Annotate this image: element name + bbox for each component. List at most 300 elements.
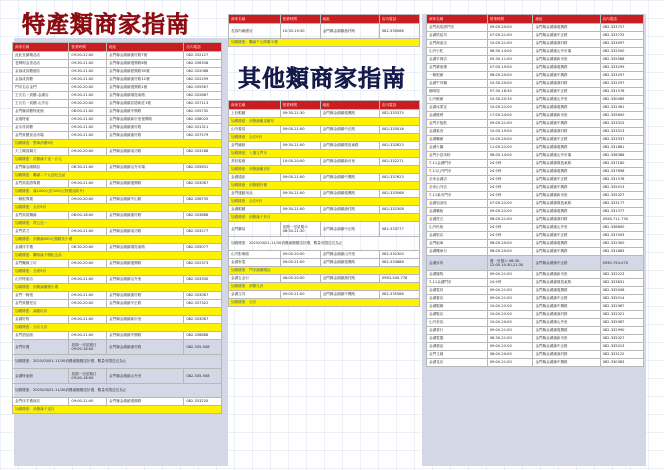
business-hours: 09:00-21:00: [487, 120, 533, 128]
store-address: 金門縣金湖鎮復興路: [533, 64, 600, 72]
store-row: [427, 256, 644, 271]
business-hours: 09:30-21:30: [280, 110, 320, 118]
business-hours: 09:00-21:00: [69, 124, 107, 132]
store-name: 7-11金湖門市: [427, 279, 488, 287]
business-hours: 09:00-21:00: [69, 292, 107, 300]
store-name: 金湖冰果室: [427, 104, 488, 112]
store-row: [13, 164, 222, 172]
store-phone: 082-337322: [184, 300, 222, 308]
store-row: [427, 56, 644, 64]
business-hours: 08:30-20:00: [69, 244, 107, 252]
promotion-text: 加碼優惠：入選九門市: [229, 150, 420, 158]
promotion-row: [13, 220, 222, 228]
store-address: 金門縣金湖鎮新市里: [107, 316, 184, 324]
business-hours: 06:00-14:00: [487, 152, 533, 160]
store-phone: 082-333757: [600, 24, 643, 32]
store-name: 山外美容: [427, 319, 488, 327]
promotion-row: [13, 355, 222, 369]
store-phone: 082-336388: [600, 152, 643, 160]
store-name: 美好髮廊: [229, 158, 281, 166]
store-name: 金湖洗衣: [427, 216, 488, 224]
store-name: 金門縣貢糖特產館: [13, 108, 69, 116]
store-address: 金門縣金湖鎮新市里: [320, 158, 379, 166]
store-row: [427, 136, 644, 144]
store-name: 金湖花店: [427, 359, 488, 367]
store-name: 金湖藥妝: [427, 208, 488, 216]
promotion-text: 加碼優惠：2025/03/01-11/30消費滿額贈送好禮，數量有限送完為止: [13, 384, 222, 398]
store-address: 金門縣金湖鎮復興路: [107, 260, 184, 268]
store-name: 王氏名一貢糖-金湖店: [13, 92, 69, 100]
store-row: [229, 259, 420, 267]
business-hours: 星期一至星期六 08:30-21:30: [280, 222, 320, 237]
store-row: [229, 190, 420, 198]
business-hours: 09:00-21:00: [69, 92, 107, 100]
store-address: 金門縣金湖鎮新市里復興路: [107, 116, 184, 124]
store-row: [427, 327, 644, 335]
store-phone: 082-335566: [379, 291, 419, 299]
promotion-row: [13, 324, 222, 332]
store-name: 金協成貢糖總店: [13, 68, 69, 76]
table-header-row: [229, 101, 420, 110]
store-address: 金門縣金湖鎮山外市場: [107, 164, 184, 172]
store-phone: 082-331578: [600, 176, 643, 184]
business-hours: 24小時: [487, 184, 533, 192]
promotion-row: [13, 268, 222, 276]
business-hours: 09:30-21:00: [280, 142, 320, 150]
store-row: [13, 52, 222, 60]
store-name: 金門菜刀: [13, 228, 69, 236]
promotion-row: [229, 283, 420, 291]
column-header: 地址: [533, 15, 600, 24]
store-address: 金門縣金湖鎮中興路: [320, 174, 379, 182]
store-phone: 082-332223: [600, 271, 643, 279]
store-address: 金門縣金湖鎮新市里: [533, 335, 600, 343]
store-phone: 082-333725: [600, 32, 643, 40]
store-name: 金門酒品館: [13, 332, 69, 340]
store-phone: 082-333330: [184, 276, 222, 284]
store-name: 老牌阿金香品店: [13, 60, 69, 68]
store-row: [13, 196, 222, 204]
store-phone: 082-331578: [600, 88, 643, 96]
business-hours: 08:00-18:00: [69, 212, 107, 220]
store-address: 金門縣金湖鎮環島東路: [533, 160, 600, 168]
store-row: [229, 126, 420, 134]
store-address: 金門縣金湖鎮中興路: [107, 332, 184, 340]
store-name: 金門藥局: [229, 222, 281, 237]
column-header: 地址: [107, 43, 184, 52]
promotion-row: [229, 39, 420, 47]
store-row: [427, 144, 644, 152]
store-name: 門市名店金門: [13, 84, 69, 92]
promotion-row: [229, 118, 420, 126]
store-phone: 082-332321: [600, 311, 643, 319]
promotion-text: 加碼優惠：消費九折: [229, 283, 420, 291]
business-hours: 09:30-21:00: [69, 60, 107, 68]
store-row: [427, 168, 644, 176]
promotion-row: [13, 140, 222, 148]
store-row: [13, 100, 222, 108]
store-row: [13, 300, 222, 308]
business-hours: 09:00-20:00: [69, 260, 107, 268]
store-name: 金湖旅店: [427, 232, 488, 240]
store-name: 金湖書店: [427, 295, 488, 303]
store-name: 山外民宿: [427, 224, 488, 232]
promotion-row: [229, 267, 420, 275]
store-address: 金門縣金湖鎮環島東路: [533, 200, 600, 208]
store-address: 金門縣金湖鎮山外市場: [533, 152, 600, 160]
promotion-text: 加碼優惠：全店: [229, 299, 420, 307]
promotion-text: 加碼優惠：消費滿額贈小禮: [13, 284, 222, 292]
store-address: 金門縣金湖鎮復興路: [533, 240, 600, 248]
business-hours: 10:00-19:00: [487, 128, 533, 136]
business-hours: 星期一至星期日 09:00-18:00: [69, 340, 107, 355]
store-address: 金門縣金湖鎮武德新莊1號: [107, 100, 184, 108]
column-header: 地址: [320, 101, 379, 110]
business-hours: 09:00-21:00: [280, 291, 320, 299]
business-hours: 08:30-21:00: [487, 335, 533, 343]
store-name: 金門手搖飲: [427, 120, 488, 128]
store-address: 金門縣金湖鎮中正路: [107, 300, 184, 308]
store-phone: 082-333016: [379, 126, 419, 134]
business-hours: 09:00-22:00: [487, 343, 533, 351]
business-hours: 10:00-20:00: [487, 136, 533, 144]
business-hours: 08:00-20:00: [487, 248, 533, 256]
store-row: [427, 176, 644, 184]
store-phone: 082-332308: [379, 206, 419, 214]
promotion-row: [229, 134, 420, 142]
store-row: [427, 64, 644, 72]
promotion-text: 加碼優惠：全面9折: [13, 268, 222, 276]
store-name: 金門高粱酒專賣: [13, 180, 69, 188]
business-hours: 09:00-22:00: [487, 208, 533, 216]
business-hours: 10:30-19:30: [280, 24, 320, 39]
store-name: 金湖烘焙坊: [427, 32, 488, 40]
store-phone: 082-330383: [600, 359, 643, 367]
business-hours: 09:00-21:00: [69, 316, 107, 324]
promotion-text: 加碼優惠：消費滿額折扣: [229, 166, 420, 174]
store-phone: 082-335327: [600, 192, 643, 200]
store-phone: 082-331885: [600, 248, 643, 256]
store-row: [427, 152, 644, 160]
store-row: [13, 316, 222, 324]
store-phone: 082-332990: [600, 327, 643, 335]
store-phone: 082-333097: [600, 40, 643, 48]
store-name: 金門麵線工坊: [13, 260, 69, 268]
store-phone: 082-330085: [600, 96, 643, 104]
business-hours: 09:00-20:00: [69, 148, 107, 156]
store-name: 金門鐘錶: [229, 142, 281, 150]
store-name: 金湖茶行: [427, 327, 488, 335]
store-phone: 082-336888: [184, 332, 222, 340]
promotion-row: [13, 384, 222, 398]
store-name: 上好眼鏡: [229, 110, 281, 118]
specialty-title: 特產類商家指南: [22, 12, 190, 38]
store-phone: 082-332300: [600, 240, 643, 248]
store-phone: 082-335567: [184, 84, 222, 92]
store-row: [427, 112, 644, 120]
store-name: 金湖電器: [427, 335, 488, 343]
store-row: [427, 104, 644, 112]
store-address: 金門縣金湖鎮復興路: [320, 190, 379, 198]
store-name: 金湖機車行: [427, 248, 488, 256]
store-phone: 082-333777: [379, 222, 419, 237]
store-address: 金門縣金湖鎮中興路: [533, 120, 600, 128]
store-row: [13, 369, 222, 384]
store-address: 金門縣金湖鎮中山路: [107, 196, 184, 204]
store-address: 金門縣金湖鎮中正路: [533, 232, 600, 240]
store-phone: 082-335327: [600, 335, 643, 343]
store-phone: 082-332887: [184, 92, 222, 100]
store-phone: 082-332361: [600, 104, 643, 112]
store-row: [427, 96, 644, 104]
store-row: [427, 48, 644, 56]
store-row: [13, 276, 222, 284]
store-phone: 082-332300: [379, 251, 419, 259]
store-address: 金門縣金湖鎮夏興路30號: [107, 68, 184, 76]
store-address: 金門縣金湖鎮中興路: [533, 303, 600, 311]
column-header: 商家名稱: [13, 43, 69, 52]
store-address: 金門縣金湖鎮新市里: [533, 271, 600, 279]
column-header: 店內電話: [379, 15, 419, 24]
store-name: 金門貢糖老店: [13, 300, 69, 308]
business-hours: 08:00-20:00: [280, 275, 320, 283]
business-hours: 07:00-21:00: [487, 32, 533, 40]
store-row: [427, 224, 644, 232]
store-phone: 082-331311: [184, 124, 222, 132]
business-hours: 05:30-11:00: [487, 56, 533, 64]
store-row: [13, 292, 222, 300]
store-phone: 082-332987: [600, 303, 643, 311]
store-phone: 082-333297: [600, 72, 643, 80]
promotion-text: 加碼優惠：消費滿500元贈精美小禮: [13, 236, 222, 244]
store-address: 金門縣金湖鎮復興路: [533, 327, 600, 335]
store-name: 金湖早餐店: [427, 56, 488, 64]
promotion-row: [229, 182, 420, 190]
store-phone: 0930-754-070: [600, 256, 643, 271]
store-name: 山外飯館: [427, 96, 488, 104]
store-phone: 082-337579: [184, 132, 222, 140]
store-row: [229, 158, 420, 166]
store-phone: 082-335077: [184, 244, 222, 252]
store-address: 金門縣金湖鎮山外里: [533, 96, 600, 104]
promotion-row: [229, 237, 420, 251]
store-address: 金門縣金湖鎮復興路: [107, 398, 184, 406]
store-address: 金門縣金湖鎮漁村路: [533, 40, 600, 48]
store-address: 金門縣金湖鎮漁村路: [533, 128, 600, 136]
store-address: 金門縣金湖鎮中興路: [533, 72, 600, 80]
store-name: 金門一條根: [13, 292, 69, 300]
store-address: 金門縣金湖鎮漁村路: [107, 212, 184, 220]
business-hours: 10:30-20:00: [487, 80, 533, 88]
store-row: [427, 40, 644, 48]
business-hours: 24小時: [487, 176, 533, 184]
store-phone: 082-337113: [184, 100, 222, 108]
store-row: [13, 124, 222, 132]
store-address: 金門縣金湖鎮環島東路: [107, 92, 184, 100]
store-table-top-middle: [228, 14, 420, 47]
store-address: 金門縣金湖鎮復興路: [533, 24, 600, 32]
store-row: [427, 208, 644, 216]
promotion-text: 加碼優惠：整筆消費9折: [13, 140, 222, 148]
store-row: [427, 240, 644, 248]
store-name: 金協成貢糖: [13, 76, 69, 84]
column-header: 營業時間: [280, 101, 320, 110]
promotion-row: [13, 406, 222, 414]
store-row: [229, 110, 420, 118]
store-phone: 082-332271: [379, 158, 419, 166]
store-row: [427, 184, 644, 192]
store-row: [13, 244, 222, 252]
other-title: 其他類商家指南: [238, 66, 406, 92]
store-phone: 082-332088: [184, 68, 222, 76]
column-header: 地址: [320, 15, 379, 24]
store-address: 金門縣金湖鎮山外市場: [533, 48, 600, 56]
store-address: 金門縣金湖鎮中正路: [533, 256, 600, 271]
promotion-text: 加碼優惠：購滿千元即贈小禮: [229, 39, 420, 47]
store-name: 一條根館: [427, 72, 488, 80]
store-phone: 082-333067: [184, 180, 222, 188]
store-name: 王氏名一貢糖-山外店: [13, 100, 69, 108]
promotion-text: 加碼優惠：全店九折: [13, 324, 222, 332]
business-hours: 10:00-20:00: [280, 158, 320, 166]
business-hours: 09:00-20:00: [280, 251, 320, 259]
store-phone: 082-335631: [184, 164, 222, 172]
business-hours: 08:00-20:00: [487, 72, 533, 80]
business-hours: 09:00-20:00: [69, 100, 107, 108]
promotion-text: 加碼優惠：滿1000元折100元(特價品除外): [13, 188, 222, 196]
store-phone: 082-335-508: [184, 340, 222, 355]
other-store-table: [228, 100, 420, 307]
store-row: [229, 251, 420, 259]
store-row: [13, 148, 222, 156]
store-row: [13, 92, 222, 100]
table-header-row: [13, 43, 222, 52]
store-phone: 082-333375: [379, 110, 419, 118]
business-hours: 24小時: [487, 232, 533, 240]
promotion-row: [13, 236, 222, 244]
store-row: [13, 76, 222, 84]
store-phone: 082-333067: [184, 292, 222, 300]
store-phone: 082-333313: [600, 128, 643, 136]
promotion-row: [13, 308, 222, 316]
business-hours: 10:00-20:00: [487, 319, 533, 327]
business-hours: 24小時: [487, 279, 533, 287]
store-address: 金門縣金湖鎮山外里: [320, 251, 379, 259]
store-name: 7-11山外門市: [427, 168, 488, 176]
store-phone: 082-337180: [600, 160, 643, 168]
store-row: [427, 200, 644, 208]
column-header: 商家名稱: [229, 101, 281, 110]
store-row: [229, 291, 420, 299]
store-address: 金門縣金湖鎮山外里: [533, 319, 600, 327]
store-row: [229, 222, 420, 237]
store-address: 金門縣金湖鎮新市里: [533, 112, 600, 120]
store-phone: 0963-540-778: [379, 275, 419, 283]
store-name: 金門運動用品: [229, 190, 281, 198]
business-hours: 09:00-21:00: [487, 271, 533, 279]
store-phone: 082-335987: [600, 319, 643, 327]
promotion-text: 加碼優惠：消費贈好禮: [229, 182, 420, 190]
store-row: [427, 303, 644, 311]
store-phone: 082-332823: [379, 142, 419, 150]
store-name: 金湖特產館: [13, 369, 69, 384]
store-row: [427, 128, 644, 136]
store-name: 金湖燒烤: [427, 112, 488, 120]
business-hours: 24小時: [487, 168, 533, 176]
store-phone: 082-337003: [600, 232, 643, 240]
business-hours: 週一至週六 08:30-12:00 14:30-21:30: [487, 256, 533, 271]
store-address: 金門縣金湖鎮環島東路: [533, 279, 600, 287]
business-hours: 17:00-24:00: [487, 112, 533, 120]
promotion-row: [13, 204, 222, 212]
store-row: [427, 279, 644, 287]
store-name: 金湖電信: [427, 287, 488, 295]
promotion-text: 加碼優惠：購物滿千贈紀念品: [13, 252, 222, 260]
store-name: 7-11新市門市: [427, 192, 488, 200]
store-phone: 082-332297: [600, 80, 643, 88]
store-row: [13, 340, 222, 355]
store-row: [427, 88, 644, 96]
store-address: 金門縣金湖鎮中興路: [533, 359, 600, 367]
store-row: [427, 192, 644, 200]
store-row: [427, 343, 644, 351]
store-address: 金門縣金湖鎮漁村路: [533, 311, 600, 319]
store-name: 全家山外店: [427, 184, 488, 192]
promotion-row: [229, 299, 420, 307]
store-phone: 082-335600: [600, 112, 643, 120]
store-address: 金門縣金湖鎮中正路: [533, 136, 600, 144]
store-address: 金門縣金湖鎮成功路: [107, 148, 184, 156]
store-phone: 082-337623: [379, 174, 419, 182]
business-hours: 09:00-21:00: [69, 332, 107, 340]
column-header: 店內電話: [379, 101, 419, 110]
store-name: 金湖火鍋: [427, 144, 488, 152]
business-hours: 09:00-21:00: [69, 132, 107, 140]
store-name: 金湖伴手禮: [13, 244, 69, 252]
store-phone: 082-332373: [184, 260, 222, 268]
store-address: 金門縣金湖鎮漁村路: [533, 216, 600, 224]
business-hours: 07:00-19:00: [487, 64, 533, 72]
store-name: 金湖眼鏡: [229, 206, 281, 214]
promotion-text: 加碼優惠：2025/03/01-11/30消費滿額贈送好禮，數量有限送完為止: [13, 355, 222, 369]
business-hours: 09:00-21:00: [487, 295, 533, 303]
store-address: 金門縣金湖鎮復興路1號: [107, 84, 184, 92]
business-hours: 星期一至星期日 09:00-18:00: [69, 369, 107, 384]
store-row: [427, 72, 644, 80]
promotion-row: [229, 150, 420, 158]
store-row: [427, 335, 644, 343]
store-row: [427, 248, 644, 256]
store-address: 金門縣金湖鎮中興路: [533, 248, 600, 256]
store-address: 金門縣金湖鎮復興路: [533, 208, 600, 216]
store-phone: 082-335008: [600, 287, 643, 295]
store-address: 金門縣金湖鎮中正路: [533, 88, 600, 96]
business-hours: 06:30-14:00: [487, 48, 533, 56]
business-hours: 09:00-21:00: [280, 174, 320, 182]
business-hours: 09:30-21:00: [280, 190, 320, 198]
business-hours: 07:30-18:30: [487, 88, 533, 96]
business-hours: 10:00-22:00: [487, 104, 533, 112]
store-row: [427, 319, 644, 327]
column-header: 店內電話: [184, 43, 222, 52]
promotion-text: 加碼優惠：購滿二千元送紀念品: [13, 172, 222, 180]
store-phone: 082-335013: [600, 184, 643, 192]
store-phone: 082-333177: [600, 200, 643, 208]
store-name: 金湖家電: [229, 259, 281, 267]
promotion-text: 加碼優惠：買五送一: [13, 220, 222, 228]
store-row: [427, 232, 644, 240]
business-hours: 09:30-21:00: [280, 206, 320, 214]
